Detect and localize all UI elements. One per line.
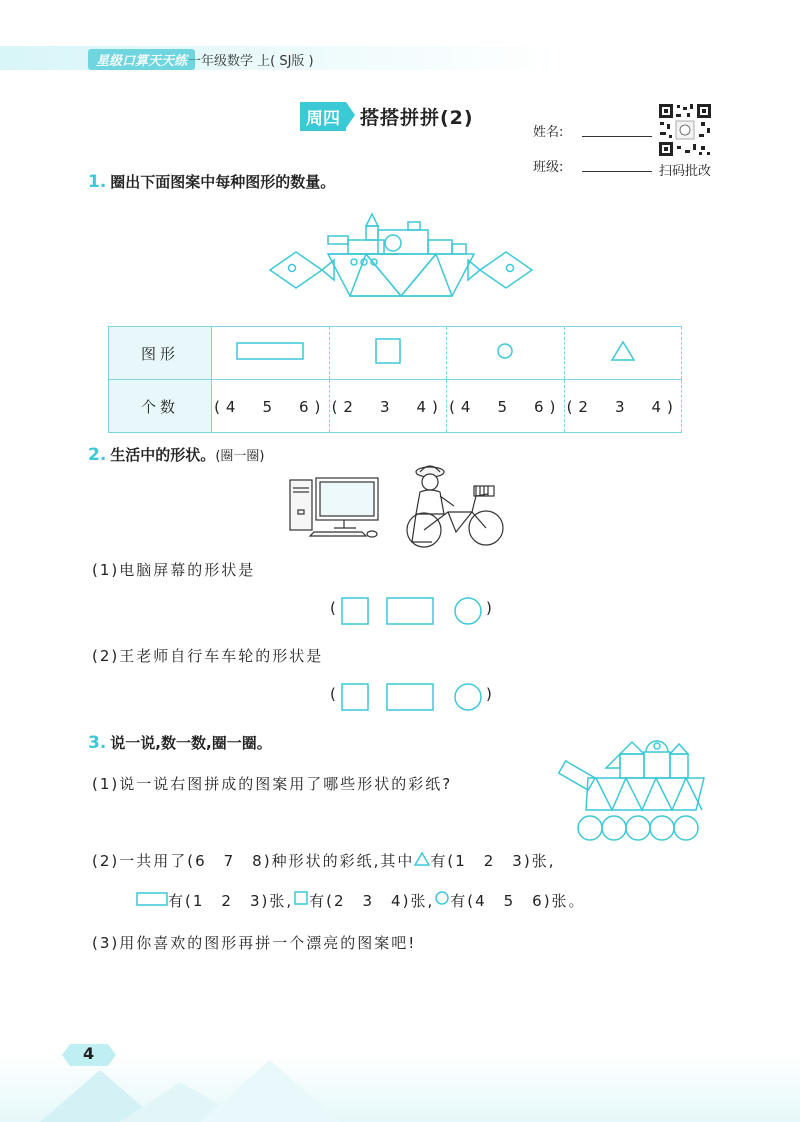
shape-rectangle-cell bbox=[212, 327, 330, 380]
deck-rectangle bbox=[328, 236, 348, 244]
question-2-title bbox=[88, 444, 264, 465]
open-paren: ( bbox=[330, 685, 338, 703]
cabin-square bbox=[428, 240, 452, 254]
question-1-text: 圈出下面图案中每种图形的数量。 bbox=[110, 173, 336, 191]
turret-square bbox=[620, 754, 644, 778]
turret-square bbox=[670, 754, 688, 778]
question-3-text: 说一说,数一数,圈一圈。 bbox=[110, 734, 272, 752]
question-3-sub-3: (3)用你喜欢的图形再拼一个漂亮的图案吧! bbox=[92, 934, 417, 952]
ship-fish-picture bbox=[266, 210, 536, 302]
fish-body-diamond bbox=[270, 252, 322, 288]
question-1-number: 1. bbox=[88, 172, 107, 192]
fish-body-diamond bbox=[480, 252, 532, 288]
tank-picture bbox=[556, 734, 712, 846]
ship-hull bbox=[328, 254, 474, 296]
shape-triangle-cell bbox=[564, 327, 682, 380]
question-2-number: 2. bbox=[88, 445, 107, 465]
wheel-circle bbox=[602, 816, 626, 840]
sub-2-text-d: 有(2 3 4)张, bbox=[309, 892, 435, 910]
deck-rectangle bbox=[452, 244, 466, 254]
table-row bbox=[109, 380, 682, 433]
wheel-circle bbox=[650, 816, 674, 840]
page-title: 搭搭拼拼(2) bbox=[360, 107, 474, 129]
question-2-text: 生活中的形状。 bbox=[110, 446, 216, 464]
square-inline-icon bbox=[293, 890, 309, 906]
square-choice-icon bbox=[342, 598, 368, 624]
square-choice-icon bbox=[342, 684, 368, 710]
question-3-sub-2-line-2 bbox=[136, 890, 586, 911]
shape-choices-screen[interactable] bbox=[341, 596, 491, 626]
rectangle-choice-icon bbox=[387, 598, 433, 624]
class-field[interactable] bbox=[582, 157, 652, 172]
name-label: 姓名: bbox=[533, 125, 564, 140]
hull-triangle bbox=[401, 254, 452, 296]
triangle-inline-icon bbox=[414, 852, 430, 866]
tower-square bbox=[366, 226, 378, 240]
circle-inline-icon bbox=[434, 890, 450, 906]
answer-circle-count[interactable]: (4 5 6) bbox=[447, 380, 565, 433]
fish-eye-circle bbox=[507, 265, 514, 272]
question-3-sub-2-line-1 bbox=[92, 850, 555, 871]
answer-rectangle-count[interactable]: (4 5 6) bbox=[212, 380, 330, 433]
cannon-rectangle bbox=[559, 761, 595, 790]
shape-square-cell bbox=[329, 327, 447, 380]
circle-choice-icon bbox=[455, 684, 481, 710]
mountain-decoration bbox=[0, 1040, 800, 1122]
fish-eye-circle bbox=[289, 265, 296, 272]
rectangle-shape-icon bbox=[236, 342, 304, 360]
wheel-circle bbox=[626, 816, 650, 840]
turret-top-circle bbox=[654, 743, 660, 749]
page-number: 4 bbox=[83, 1044, 95, 1063]
chimney-rectangle bbox=[408, 222, 420, 230]
sub-2-text-a: (2)一共用了(6 7 8)种形状的彩纸,其中 bbox=[92, 852, 415, 870]
shape-choices-wheel[interactable] bbox=[341, 682, 491, 712]
shape-count-table bbox=[108, 326, 682, 433]
wheel-circle bbox=[674, 816, 698, 840]
sub-2-text-e: 有(4 5 6)张。 bbox=[450, 892, 586, 910]
question-3-sub-1: (1)说一说右图拼成的图案用了哪些形状的彩纸? bbox=[92, 775, 453, 793]
qr-code-icon[interactable] bbox=[657, 102, 713, 158]
question-2-sub-1: (1)电脑屏幕的形状是 bbox=[92, 561, 256, 579]
rectangle-inline-icon bbox=[136, 892, 168, 906]
wheel-circle bbox=[578, 816, 602, 840]
open-paren: ( bbox=[330, 599, 338, 617]
series-title: 星级口算天天练 bbox=[88, 49, 195, 70]
roof-triangle bbox=[670, 744, 688, 754]
book-title: 一年级数学 上( SJ版 ) bbox=[188, 54, 314, 69]
class-label: 班级: bbox=[533, 160, 564, 175]
roof-triangle bbox=[620, 742, 644, 754]
rectangle-choice-icon bbox=[387, 684, 433, 710]
question-3-title bbox=[88, 732, 272, 753]
table-row bbox=[109, 327, 682, 380]
row-label-shape: 图形 bbox=[109, 327, 212, 380]
tower-triangle bbox=[366, 214, 378, 226]
name-field[interactable] bbox=[582, 122, 652, 137]
question-3-number: 3. bbox=[88, 733, 107, 753]
answer-triangle-count[interactable]: (2 3 4) bbox=[564, 380, 682, 433]
lesson-title bbox=[300, 102, 474, 131]
triangle-shape-icon bbox=[610, 340, 636, 362]
question-2-note: (圈一圈) bbox=[215, 449, 265, 464]
sub-2-text-b: 有(1 2 3)张, bbox=[430, 852, 556, 870]
square-shape-icon bbox=[375, 338, 401, 364]
day-badge: 周四 bbox=[300, 102, 346, 131]
close-paren: ) bbox=[486, 685, 494, 703]
computer-illustration bbox=[288, 474, 384, 540]
turret-triangle bbox=[606, 754, 620, 768]
shape-circle-cell bbox=[447, 327, 565, 380]
teacher-bicycle-illustration bbox=[402, 462, 508, 550]
question-2-sub-2: (2)王老师自行车车轮的形状是 bbox=[92, 647, 324, 665]
turret-square bbox=[644, 752, 670, 778]
answer-square-count[interactable]: (2 3 4) bbox=[329, 380, 447, 433]
sub-2-text-c: 有(1 2 3)张, bbox=[168, 892, 294, 910]
circle-shape-icon bbox=[496, 342, 514, 360]
scan-label: 扫码批改 bbox=[659, 164, 712, 179]
close-paren: ) bbox=[486, 599, 494, 617]
circle-choice-icon bbox=[455, 598, 481, 624]
row-label-count: 个数 bbox=[109, 380, 212, 433]
window-circle bbox=[385, 235, 401, 251]
question-1-title bbox=[88, 171, 335, 192]
